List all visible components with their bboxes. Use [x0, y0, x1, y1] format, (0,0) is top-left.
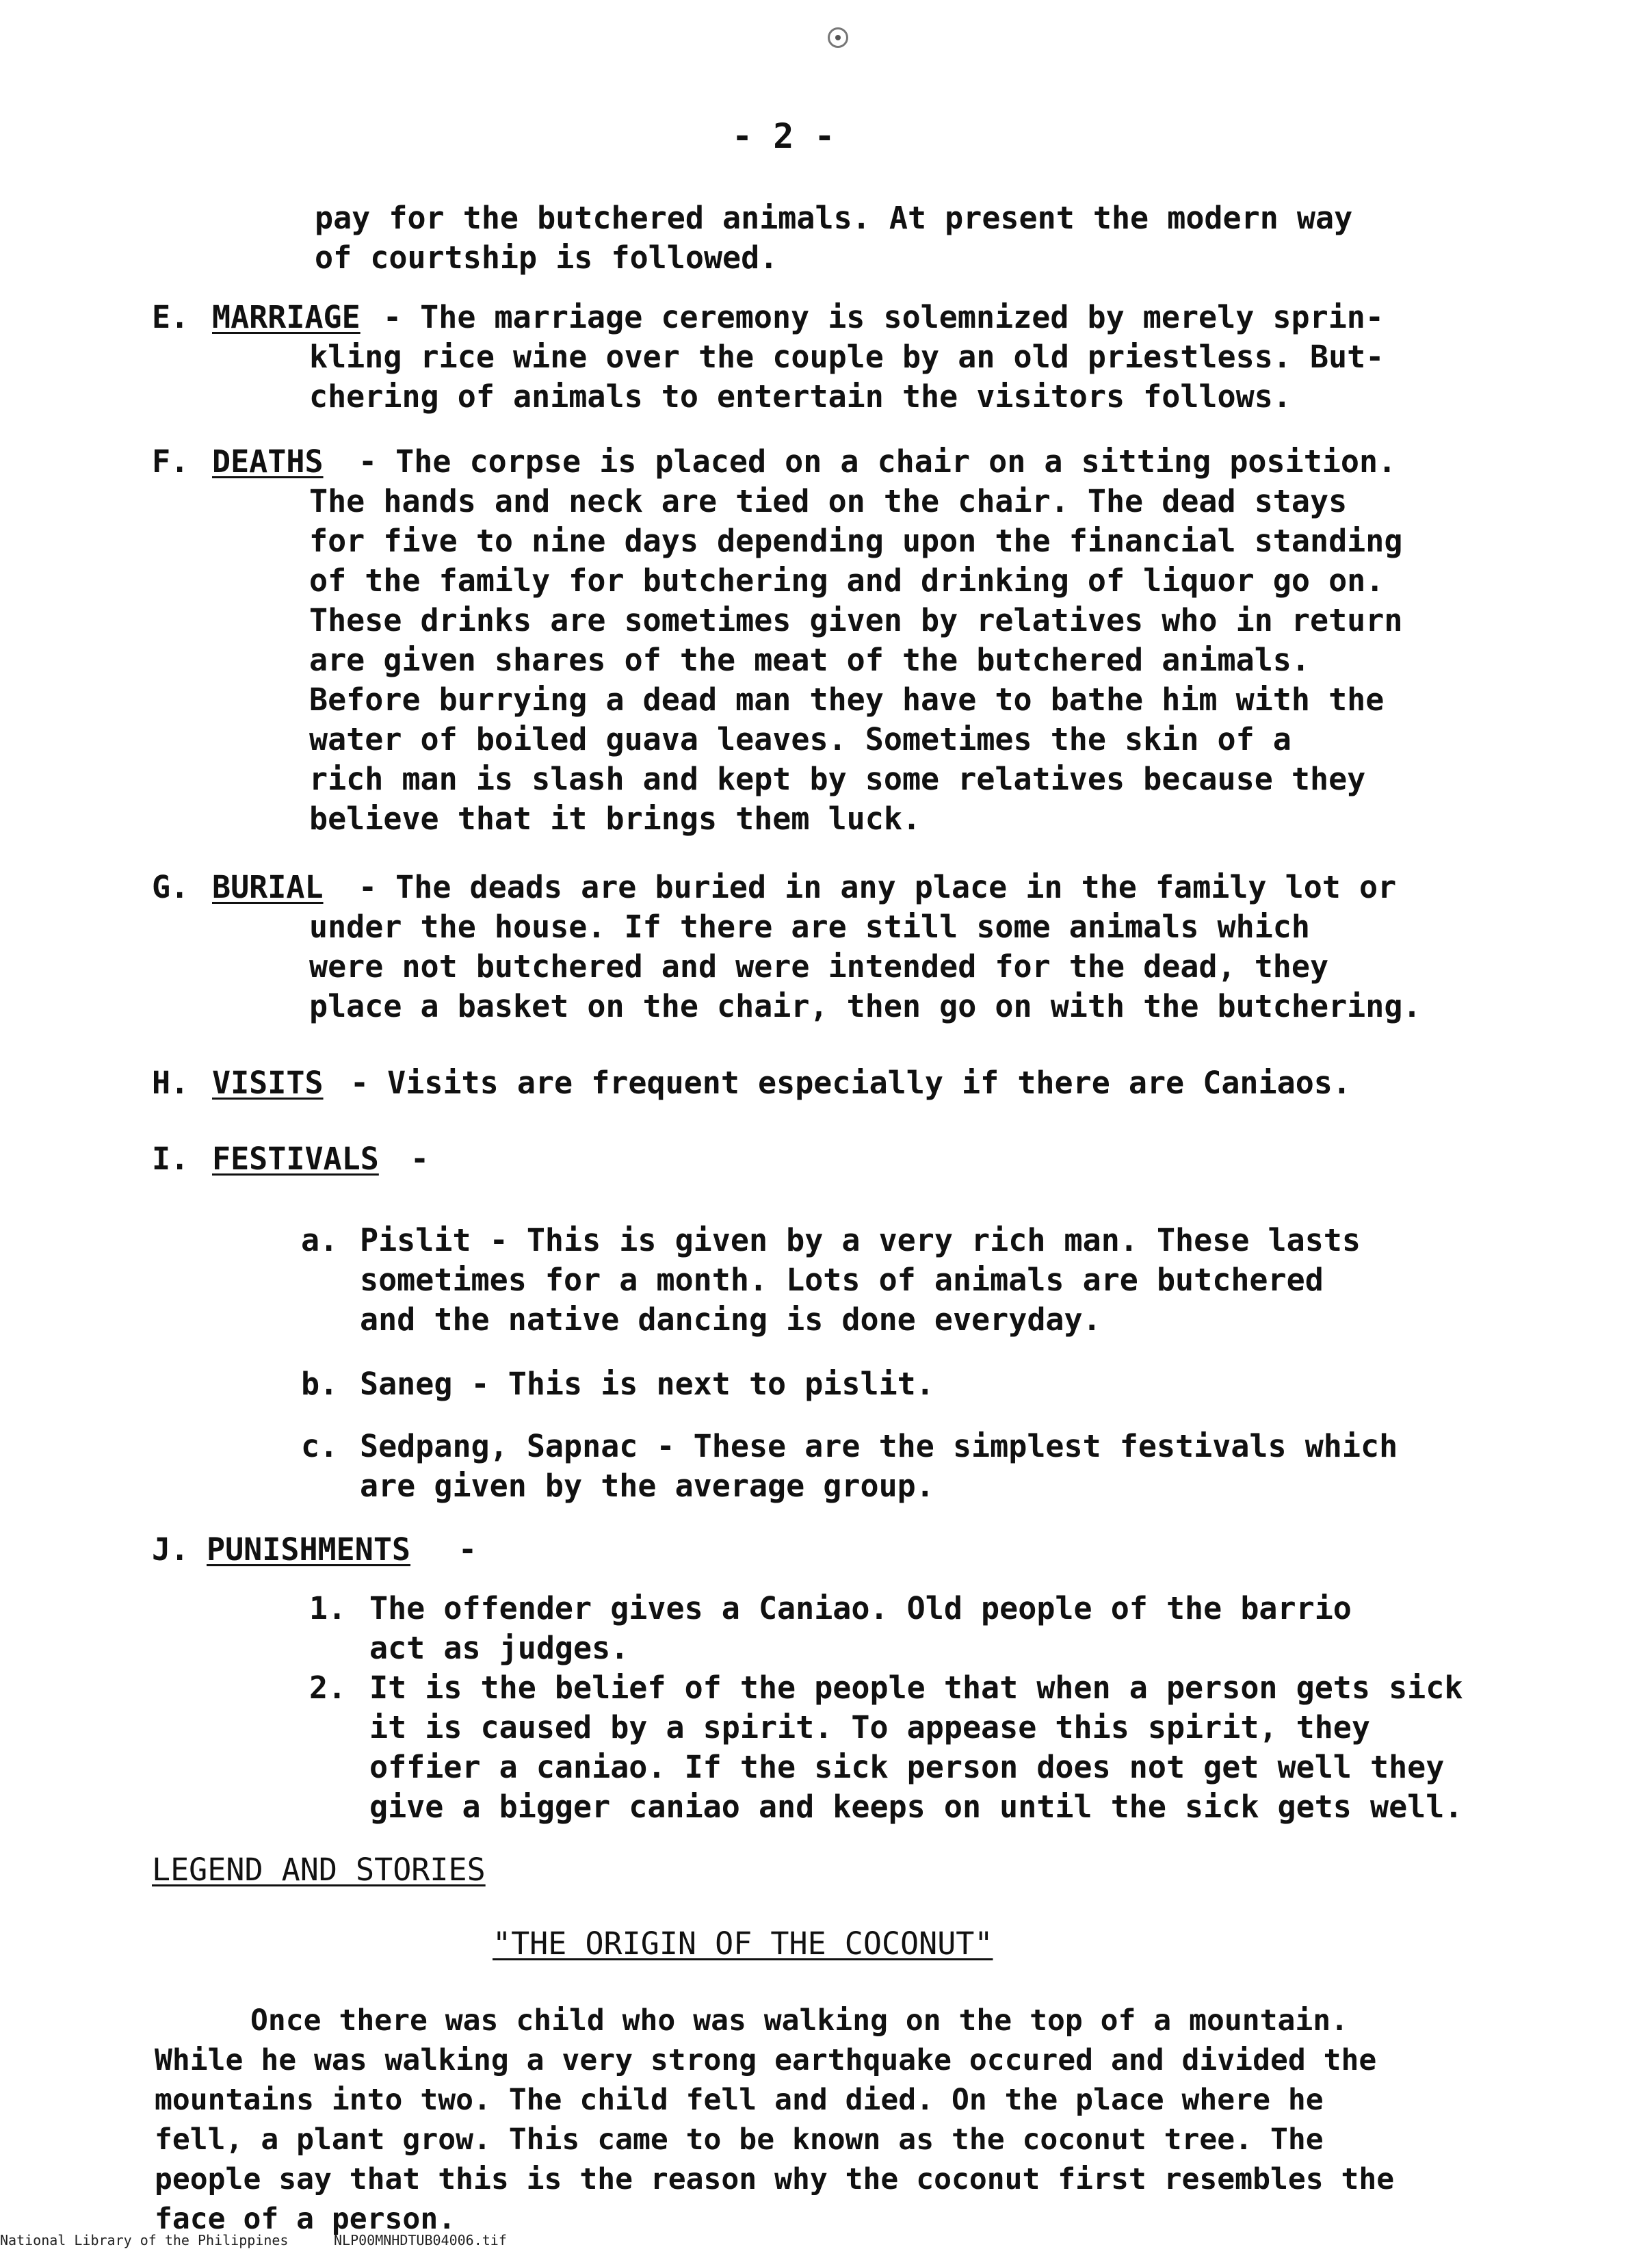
section-title: VISITS: [212, 1065, 324, 1101]
footer-file: NLP00MNHDTUB04006.tif: [334, 2232, 507, 2248]
section-letter: G.: [152, 869, 189, 905]
item-text: It is the belief of the people that when a person gets sick it is caused by a spirit. To appease this spirit, they offier a caniao. If the sick person does not get well they give a bigger caniao and keeps on until the sick gets well.: [369, 1670, 1463, 1825]
section-letter: E.: [152, 299, 189, 335]
festival-item-pislit: [301, 1221, 1532, 1344]
section-visits: [152, 1063, 1520, 1104]
section-text: - Visits are frequent especially if there are Caniaos.: [350, 1065, 1351, 1101]
story-title: "THE ORIGIN OF THE COCONUT": [493, 1925, 993, 1962]
legend-heading: LEGEND AND STORIES: [152, 1852, 486, 1888]
story-text: Once there was child who was walking on the top of a mountain. While he was walking a very strong earthquake occured and divided the mountains into two. The child fell and died. On the place where he fell, a plant grow. This came to be known as the coconut tree. The people say that this is the reason why the coconut first resembles the face of a person.: [155, 2003, 1395, 2236]
item-label: b.: [301, 1366, 339, 1402]
section-burial: [152, 868, 1520, 1032]
punishment-item-2: [309, 1668, 1540, 1832]
festival-item-sedpang: [301, 1427, 1532, 1509]
item-label: 2.: [309, 1670, 347, 1706]
footer-library: National Library of the Philippines: [0, 2232, 289, 2248]
section-dash: -: [458, 1531, 477, 1568]
archive-stamp-icon: [828, 27, 848, 48]
festival-item-saneg: [301, 1364, 1532, 1405]
section-festivals: [152, 1139, 1520, 1180]
section-letter: F.: [152, 443, 189, 480]
section-text: - The corpse is placed on a chair on a sitting position. The hands and neck are tied on the chair. The dead stays for five to nine days depending upon the financial standing of the family for butchering and drinking of liquor go on. These drinks are sometimes given by relatives who in return are given shares of the meat of the butchered animals. Before burrying a dead man they have to bathe him with the water of boiled guava leaves. Sometimes the skin of a rich man is slash and kept by some relatives because they believe that it brings them luck.: [309, 443, 1403, 837]
item-label: c.: [301, 1428, 339, 1464]
section-letter: I.: [152, 1141, 189, 1177]
item-label: 1.: [309, 1590, 347, 1626]
item-text: Pislit - This is given by a very rich man. These lasts sometimes for a month. Lots of animals are butchered and the native dancing is done everyday.: [360, 1222, 1361, 1338]
section-title: MARRIAGE: [212, 299, 360, 335]
section-letter: H.: [152, 1065, 189, 1101]
item-label: a.: [301, 1222, 339, 1258]
intro-continuation: pay for the butchered animals. At present the modern way of courtship is followed.: [315, 200, 1353, 276]
item-text: The offender gives a Caniao. Old people of the barrio act as judges.: [369, 1590, 1352, 1666]
punishment-item-1: [309, 1589, 1540, 1671]
item-text: Sedpang, Sapnac - These are the simplest festivals which are given by the average group.: [360, 1428, 1398, 1504]
section-title: BURIAL: [212, 869, 324, 905]
section-text: - The deads are buried in any place in the family lot or under the house. If there are still some animals which were not butchered and were intended for the dead, they place a basket on the chair, then go on with the butchering.: [309, 869, 1421, 1024]
section-title: DEATHS: [212, 443, 324, 480]
item-text: Saneg - This is next to pislit.: [360, 1366, 934, 1402]
section-title: FESTIVALS: [212, 1141, 379, 1177]
section-punishments: [152, 1530, 1520, 1571]
section-dash: -: [410, 1141, 430, 1177]
page-number: - 2 -: [732, 116, 835, 156]
section-marriage: [152, 298, 1520, 421]
section-text: - The marriage ceremony is solemnized by merely sprin- kling rice wine over the couple by an old priestless. But- chering of animals to entertain the visitors follows.: [309, 299, 1385, 415]
section-title: PUNISHMENTS: [207, 1531, 411, 1568]
section-deaths: [152, 442, 1520, 839]
section-letter: J.: [152, 1531, 189, 1568]
